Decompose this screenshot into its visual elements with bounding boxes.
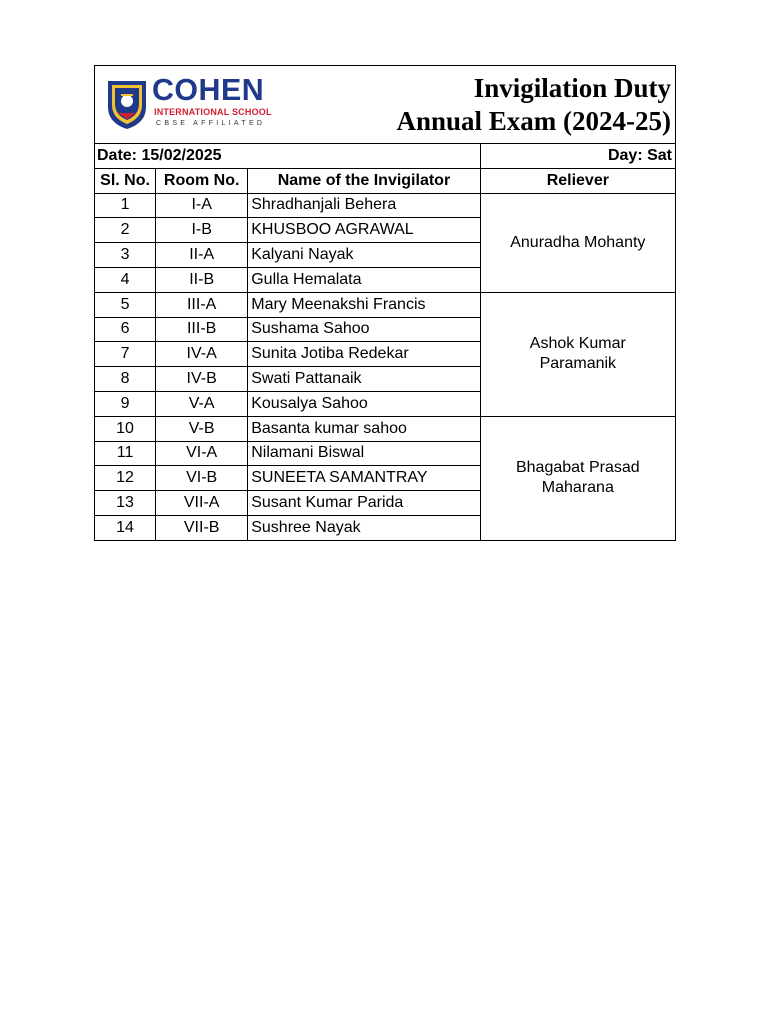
serial-number-cell: 5 xyxy=(95,292,156,317)
exam-date: Date: 15/02/2025 xyxy=(95,144,481,169)
serial-number-cell: 3 xyxy=(95,243,156,268)
room-number-cell: V-B xyxy=(156,416,248,441)
reliever-name-line-1: Anuradha Mohanty xyxy=(510,233,646,251)
room-number-cell: VII-B xyxy=(156,515,248,540)
date-row xyxy=(95,144,676,169)
invigilator-name-cell: Susant Kumar Parida xyxy=(248,491,480,516)
invigilator-name-cell: Sunita Jotiba Redekar xyxy=(248,342,480,367)
room-number-cell: III-B xyxy=(156,317,248,342)
serial-number-cell: 1 xyxy=(95,193,156,218)
serial-number-cell: 14 xyxy=(95,515,156,540)
serial-number-cell: 4 xyxy=(95,267,156,292)
serial-number-cell: 10 xyxy=(95,416,156,441)
table-row xyxy=(95,292,676,317)
serial-number-cell: 6 xyxy=(95,317,156,342)
document-title xyxy=(396,72,671,138)
invigilator-name-cell: Mary Meenakshi Francis xyxy=(248,292,480,317)
table-row xyxy=(95,193,676,218)
invigilator-name-cell: Kousalya Sahoo xyxy=(248,391,480,416)
column-header-sl: Sl. No. xyxy=(95,168,156,193)
reliever-name-line-1: Bhagabat Prasad xyxy=(515,459,640,477)
school-logo xyxy=(100,71,270,139)
invigilator-name-cell: Basanta kumar sahoo xyxy=(248,416,480,441)
reliever-name-line-2: Maharana xyxy=(541,479,614,497)
room-number-cell: IV-B xyxy=(156,367,248,392)
reliever-name-line-2: Paramanik xyxy=(539,355,617,373)
column-header-name: Name of the Invigilator xyxy=(248,168,480,193)
invigilator-name-cell: KHUSBOO AGRAWAL xyxy=(248,218,480,243)
serial-number-cell: 12 xyxy=(95,466,156,491)
serial-number-cell: 8 xyxy=(95,367,156,392)
room-number-cell: I-A xyxy=(156,193,248,218)
invigilator-name-cell: Nilamani Biswal xyxy=(248,441,480,466)
duty-table xyxy=(94,143,676,541)
invigilator-name-cell: Shradhanjali Behera xyxy=(248,193,480,218)
invigilator-name-cell: SUNEETA SAMANTRAY xyxy=(248,466,480,491)
sheet-header xyxy=(94,65,676,143)
invigilator-name-cell: Kalyani Nayak xyxy=(248,243,480,268)
table-header-row xyxy=(95,168,676,193)
invigilator-name-cell: Swati Pattanaik xyxy=(248,367,480,392)
column-header-room: Room No. xyxy=(156,168,248,193)
title-line-1: Invigilation Duty xyxy=(473,73,671,103)
room-number-cell: IV-A xyxy=(156,342,248,367)
school-brand-name: COHEN xyxy=(152,72,265,107)
invigilator-name-cell: Sushree Nayak xyxy=(248,515,480,540)
serial-number-cell: 7 xyxy=(95,342,156,367)
reliever-name-line-1: Ashok Kumar xyxy=(529,335,626,353)
room-number-cell: II-B xyxy=(156,267,248,292)
reliever-cell xyxy=(480,193,675,292)
exam-day: Day: Sat xyxy=(480,144,675,169)
school-crest-icon xyxy=(104,77,150,131)
room-number-cell: VII-A xyxy=(156,491,248,516)
room-number-cell: VI-B xyxy=(156,466,248,491)
title-line-2: Annual Exam (2024-25) xyxy=(396,106,671,136)
room-number-cell: I-B xyxy=(156,218,248,243)
room-number-cell: III-A xyxy=(156,292,248,317)
school-subtitle: INTERNATIONAL SCHOOL xyxy=(154,107,272,117)
invigilator-name-cell: Sushama Sahoo xyxy=(248,317,480,342)
room-number-cell: VI-A xyxy=(156,441,248,466)
serial-number-cell: 9 xyxy=(95,391,156,416)
room-number-cell: II-A xyxy=(156,243,248,268)
table-row xyxy=(95,416,676,441)
reliever-cell xyxy=(480,416,675,540)
serial-number-cell: 11 xyxy=(95,441,156,466)
reliever-cell xyxy=(480,292,675,416)
serial-number-cell: 2 xyxy=(95,218,156,243)
column-header-reliever: Reliever xyxy=(480,168,675,193)
invigilation-sheet xyxy=(94,65,676,541)
room-number-cell: V-A xyxy=(156,391,248,416)
serial-number-cell: 13 xyxy=(95,491,156,516)
invigilator-name-cell: Gulla Hemalata xyxy=(248,267,480,292)
school-affiliation: CBSE AFFILIATED xyxy=(156,120,266,127)
